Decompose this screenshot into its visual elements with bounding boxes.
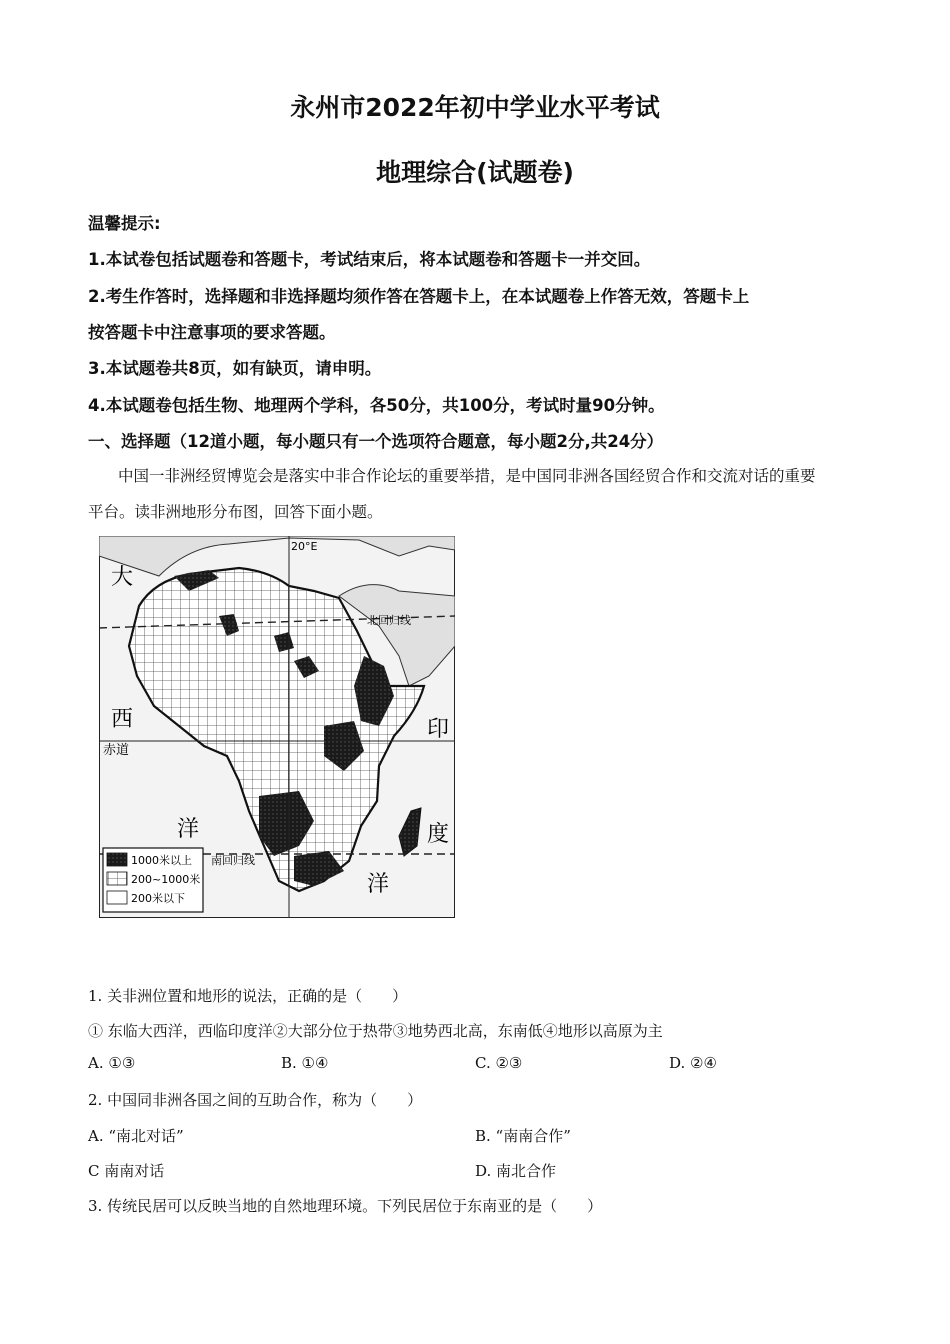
q2-option-b[interactable]: B. “南南合作” bbox=[475, 1127, 571, 1145]
map-label-capricorn: 南回归线 bbox=[211, 854, 255, 867]
q1-option-a[interactable]: A. ①③ bbox=[88, 1054, 136, 1072]
q1-option-b[interactable]: B. ①④ bbox=[281, 1054, 329, 1072]
map-label-cancer: 北回归线 bbox=[367, 614, 411, 627]
q2-option-a[interactable]: A. “南北对话” bbox=[88, 1127, 184, 1145]
q2-option-c[interactable]: C 南南对话 bbox=[88, 1162, 165, 1180]
tip-3: 3.本试题卷共8页，如有缺页，请申明。 bbox=[88, 359, 382, 378]
map-label-yang-left: 洋 bbox=[177, 817, 200, 842]
legend-mid: 200~1000米 bbox=[131, 873, 201, 886]
map-label-xi: 西 bbox=[111, 707, 134, 732]
q1-option-c[interactable]: C. ②③ bbox=[475, 1054, 523, 1072]
map-legend bbox=[103, 848, 203, 912]
tips-heading: 温馨提示: bbox=[88, 214, 161, 233]
intro-line-1: 中国一非洲经贸博览会是落实中非合作论坛的重要举措，是中国同非洲各国经贸合作和交流对话的重要 bbox=[118, 467, 816, 485]
exam-title: 永州市2022年初中学业水平考试 bbox=[290, 93, 660, 122]
map-label-equator: 赤道 bbox=[103, 743, 130, 758]
tip-4: 4.本试题卷包括生物、地理两个学科，各50分，共100分，考试时量90分钟。 bbox=[88, 396, 665, 415]
tip-2: 2.考生作答时，选择题和非选择题均须作答在答题卡上，在本试题卷上作答无效，答题卡上 bbox=[88, 287, 750, 306]
legend-high: 1000米以上 bbox=[131, 854, 192, 867]
tip-2-cont: 按答题卡中注意事项的要求答题。 bbox=[88, 323, 336, 342]
exam-subtitle: 地理综合(试题卷) bbox=[376, 158, 574, 187]
q3-stem: 3. 传统民居可以反映当地的自然地理环境。下列民居位于东南亚的是（ ） bbox=[88, 1197, 603, 1215]
q1-option-d[interactable]: D. ②④ bbox=[669, 1054, 717, 1072]
map-label-meridian: 20°E bbox=[291, 540, 318, 553]
map-label-yang-right: 洋 bbox=[367, 872, 390, 897]
q1-stem: 1. 关非洲位置和地形的说法，正确的是（ ） bbox=[88, 987, 408, 1005]
map-label-yin: 印 bbox=[427, 717, 450, 742]
q2-option-d[interactable]: D. 南北合作 bbox=[475, 1162, 557, 1180]
q2-stem: 2. 中国同非洲各国之间的互助合作，称为（ ） bbox=[88, 1091, 423, 1109]
q1-statements: ① 东临大西洋，西临印度洋②大部分位于热带③地势西北高，东南低④地形以高原为主 bbox=[88, 1022, 663, 1040]
tip-1: 1.本试卷包括试题卷和答题卡，考试结束后，将本试题卷和答题卡一并交回。 bbox=[88, 250, 651, 269]
map-label-da: 大 bbox=[111, 565, 134, 590]
legend-low: 200米以下 bbox=[131, 892, 185, 905]
africa-terrain-map bbox=[99, 536, 455, 918]
section-heading: 一、选择题（12道小题，每小题只有一个选项符合题意，每小题2分,共24分） bbox=[88, 432, 664, 451]
map-label-du: 度 bbox=[427, 822, 450, 847]
intro-line-2: 平台。读非洲地形分布图，回答下面小题。 bbox=[88, 503, 383, 521]
